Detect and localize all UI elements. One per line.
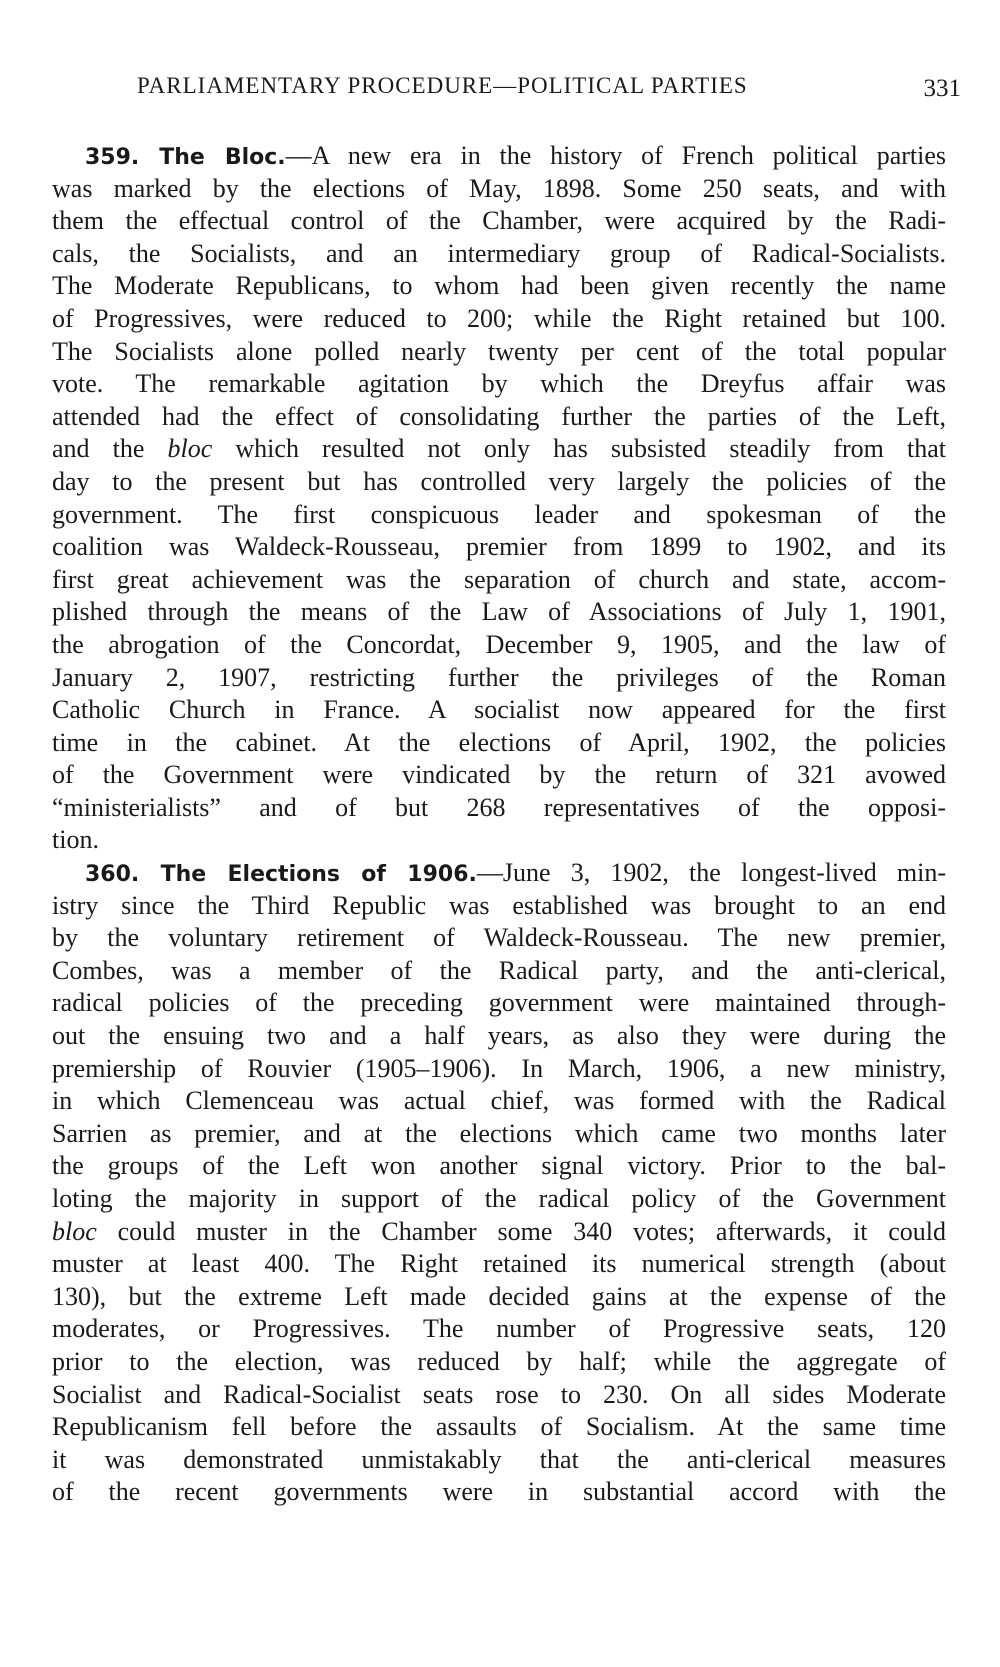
text-line: coalition was Waldeck-Rousseau, premier from 1899 to 1902, and its bbox=[52, 532, 946, 562]
text-line: bloc could muster in the Chamber some 340 votes; afterwards, it could bbox=[52, 1216, 946, 1246]
page-number: 331 bbox=[923, 75, 961, 102]
running-title: PARLIAMENTARY PROCEDURE—POLITICAL PARTIES bbox=[137, 73, 748, 98]
text-line: in which Clemenceau was actual chief, was formed with the Radical bbox=[52, 1086, 946, 1116]
text-line: Combes, was a member of the Radical party, and the anti-clerical, bbox=[52, 955, 946, 985]
text-line: istry since the Third Republic was established was brought to an end bbox=[52, 890, 946, 920]
text-line: radical policies of the preceding government were maintained through- bbox=[52, 988, 946, 1018]
text-line: January 2, 1907, restricting further the privileges of the Roman bbox=[52, 662, 946, 692]
text-line: them the effectual control of the Chamber, were acquired by the Radi- bbox=[52, 206, 946, 236]
text-line: plished through the means of the Law of Associations of July 1, 1901, bbox=[52, 597, 946, 627]
text-line: it was demonstrated unmistakably that the anti-clerical measures bbox=[52, 1444, 946, 1474]
section-heading: 359. The Bloc. bbox=[85, 145, 286, 170]
text-line: The Socialists alone polled nearly twenty per cent of the total popular bbox=[52, 336, 946, 366]
text-line: time in the cabinet. At the elections of April, 1902, the policies bbox=[52, 727, 946, 757]
running-head bbox=[137, 73, 961, 103]
text-line: by the voluntary retirement of Waldeck-Rousseau. The new premier, bbox=[52, 923, 946, 953]
text-line: government. The first conspicuous leader and spokesman of the bbox=[52, 499, 946, 529]
text-line: “ministerialists” and of but 268 representatives of the opposi- bbox=[52, 792, 946, 822]
text-line: vote. The remarkable agitation by which the Dreyfus affair was bbox=[52, 369, 946, 399]
section-heading: 360. The Elections of 1906. bbox=[85, 862, 477, 888]
text-line: muster at least 400. The Right retained its numerical strength (about bbox=[52, 1249, 946, 1279]
text-line: attended had the effect of consolidating further the parties of the Left, bbox=[52, 401, 946, 431]
text-line: out the ensuing two and a half years, as also they were during the bbox=[52, 1021, 946, 1051]
italic-term: bloc bbox=[52, 1216, 97, 1246]
text-line: day to the present but has controlled very largely the policies of the bbox=[52, 466, 946, 496]
text-line: of the recent governments were in substantial accord with the bbox=[52, 1477, 946, 1507]
text-line: Socialist and Radical-Socialist seats rose to 230. On all sides Moderate bbox=[52, 1379, 946, 1409]
text-line: The Moderate Republicans, to whom had been given recently the name bbox=[52, 271, 946, 301]
text-line: Sarrien as premier, and at the elections which came two months later bbox=[52, 1118, 946, 1148]
text-line: cals, the Socialists, and an intermediary group of Radical-Socialists. bbox=[52, 238, 946, 268]
text-line: of Progressives, were reduced to 200; while the Right retained but 100. bbox=[52, 303, 946, 333]
text-line: tion. bbox=[52, 825, 99, 855]
text-line: Catholic Church in France. A socialist now appeared for the first bbox=[52, 695, 946, 725]
text-line: moderates, or Progressives. The number of Progressive seats, 120 bbox=[52, 1314, 946, 1344]
text-line: 130), but the extreme Left made decided gains at the expense of the bbox=[52, 1281, 946, 1311]
italic-term: bloc bbox=[167, 434, 213, 464]
text-line: premiership of Rouvier (1905–1906). In March, 1906, a new ministry, bbox=[52, 1053, 946, 1083]
text-line: Republicanism fell before the assaults of Socialism. At the same time bbox=[52, 1412, 946, 1442]
section-360 bbox=[52, 857, 946, 1509]
text-line: the abrogation of the Concordat, December 9, 1905, and the law of bbox=[52, 629, 946, 659]
text-line: prior to the election, was reduced by half; while the aggregate of bbox=[52, 1346, 946, 1376]
text-line: 359. The Bloc.—A new era in the history of French political parties bbox=[85, 141, 946, 170]
section-359 bbox=[52, 140, 946, 857]
text-line: 360. The Elections of 1906.—June 3, 1902, the longest-lived min- bbox=[85, 858, 947, 888]
text-line: the groups of the Left won another signal victory. Prior to the bal- bbox=[52, 1151, 946, 1181]
body-text bbox=[52, 140, 946, 1509]
text-line: first great achievement was the separation of church and state, accom- bbox=[52, 564, 946, 594]
text-line: and the bloc which resulted not only has subsisted steadily from that bbox=[52, 434, 946, 464]
text-line: of the Government were vindicated by the return of 321 avowed bbox=[52, 760, 946, 790]
text-line: loting the majority in support of the radical policy of the Government bbox=[52, 1184, 946, 1213]
text-line: was marked by the elections of May, 1898. Some 250 seats, and with bbox=[52, 173, 946, 203]
